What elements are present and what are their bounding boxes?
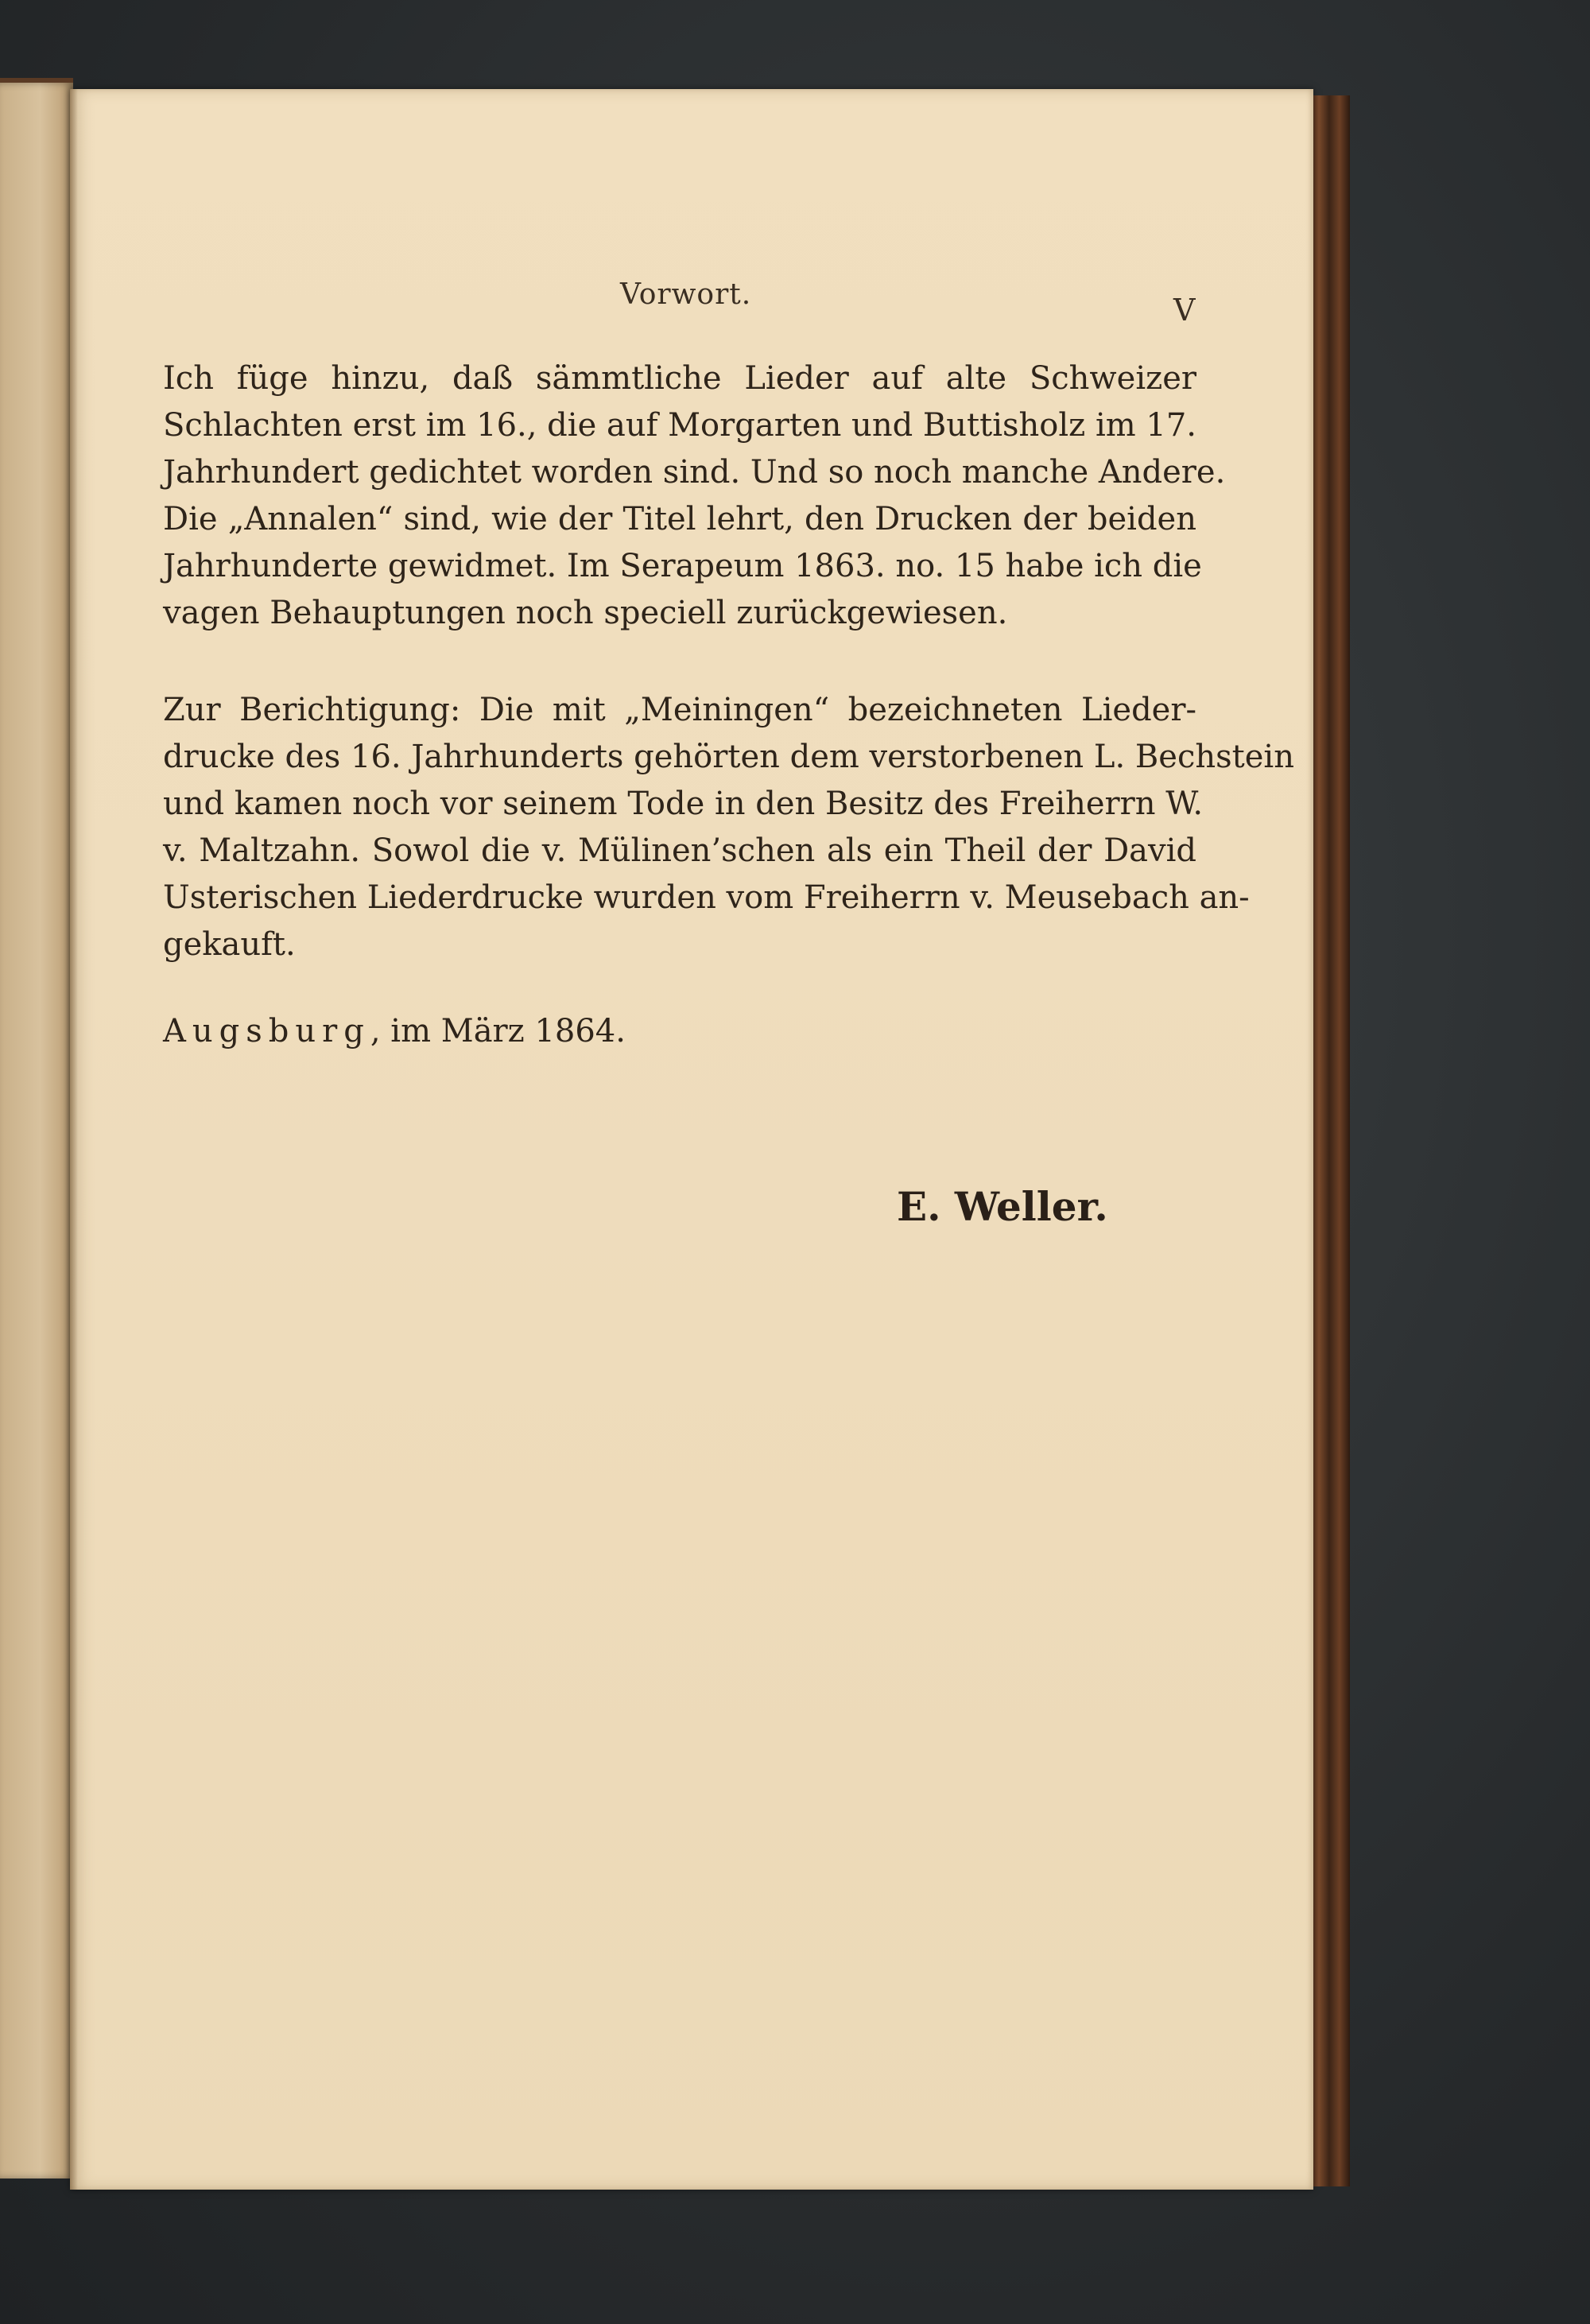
text-line: vagen Behauptungen noch speciell zurückgewiesen. xyxy=(163,595,1008,631)
text-line: Schlachten erst im 16., die auf Morgarten und Buttisholz im 17. xyxy=(163,407,1196,444)
left-page-edge xyxy=(0,83,73,2179)
text-line: Zur Berichtigung: Die mit „Meiningen“ bezeichneten Lieder- xyxy=(163,692,1196,728)
text-line: Ich füge hinzu, daß sämmtliche Lieder auf alte Schweizer xyxy=(163,360,1196,397)
text-line: Usterischen Liederdrucke wurden vom Freiherrn v. Meusebach an- xyxy=(163,879,1250,916)
dateline-line xyxy=(163,1008,1196,1055)
text-line: Jahrhundert gedichtet worden sind. Und so noch manche Andere. xyxy=(163,454,1226,491)
dateline-date: , im März 1864. xyxy=(370,1013,626,1049)
text-line: gekauft. xyxy=(163,926,296,963)
text-line: und kamen noch vor seinem Tode in den Besitz des Freiherrn W. xyxy=(163,786,1204,822)
dateline-place: Augsburg xyxy=(163,1013,370,1049)
paragraph-2 xyxy=(163,687,1294,968)
dateline xyxy=(163,1008,1196,1055)
text-line: Jahrhunderte gewidmet. Im Serapeum 1863. no. 15 habe ich die xyxy=(163,548,1202,584)
running-head: Vorwort. xyxy=(620,278,752,311)
text-line: Die „Annalen“ sind, wie der Titel lehrt, den Drucken der beiden xyxy=(163,501,1196,537)
text-line: v. Maltzahn. Sowol die v. Mülinen’schen als ein Theil der David xyxy=(163,832,1196,869)
page-gutter xyxy=(70,89,78,2190)
signature: E. Weller. xyxy=(897,1183,1108,1230)
text-line: drucke des 16. Jahrhunderts gehörten dem verstorbenen L. Bechstein xyxy=(163,739,1294,775)
paragraph-1 xyxy=(163,355,1226,637)
page-number: V xyxy=(1173,293,1196,328)
book-spine xyxy=(1309,95,1350,2186)
